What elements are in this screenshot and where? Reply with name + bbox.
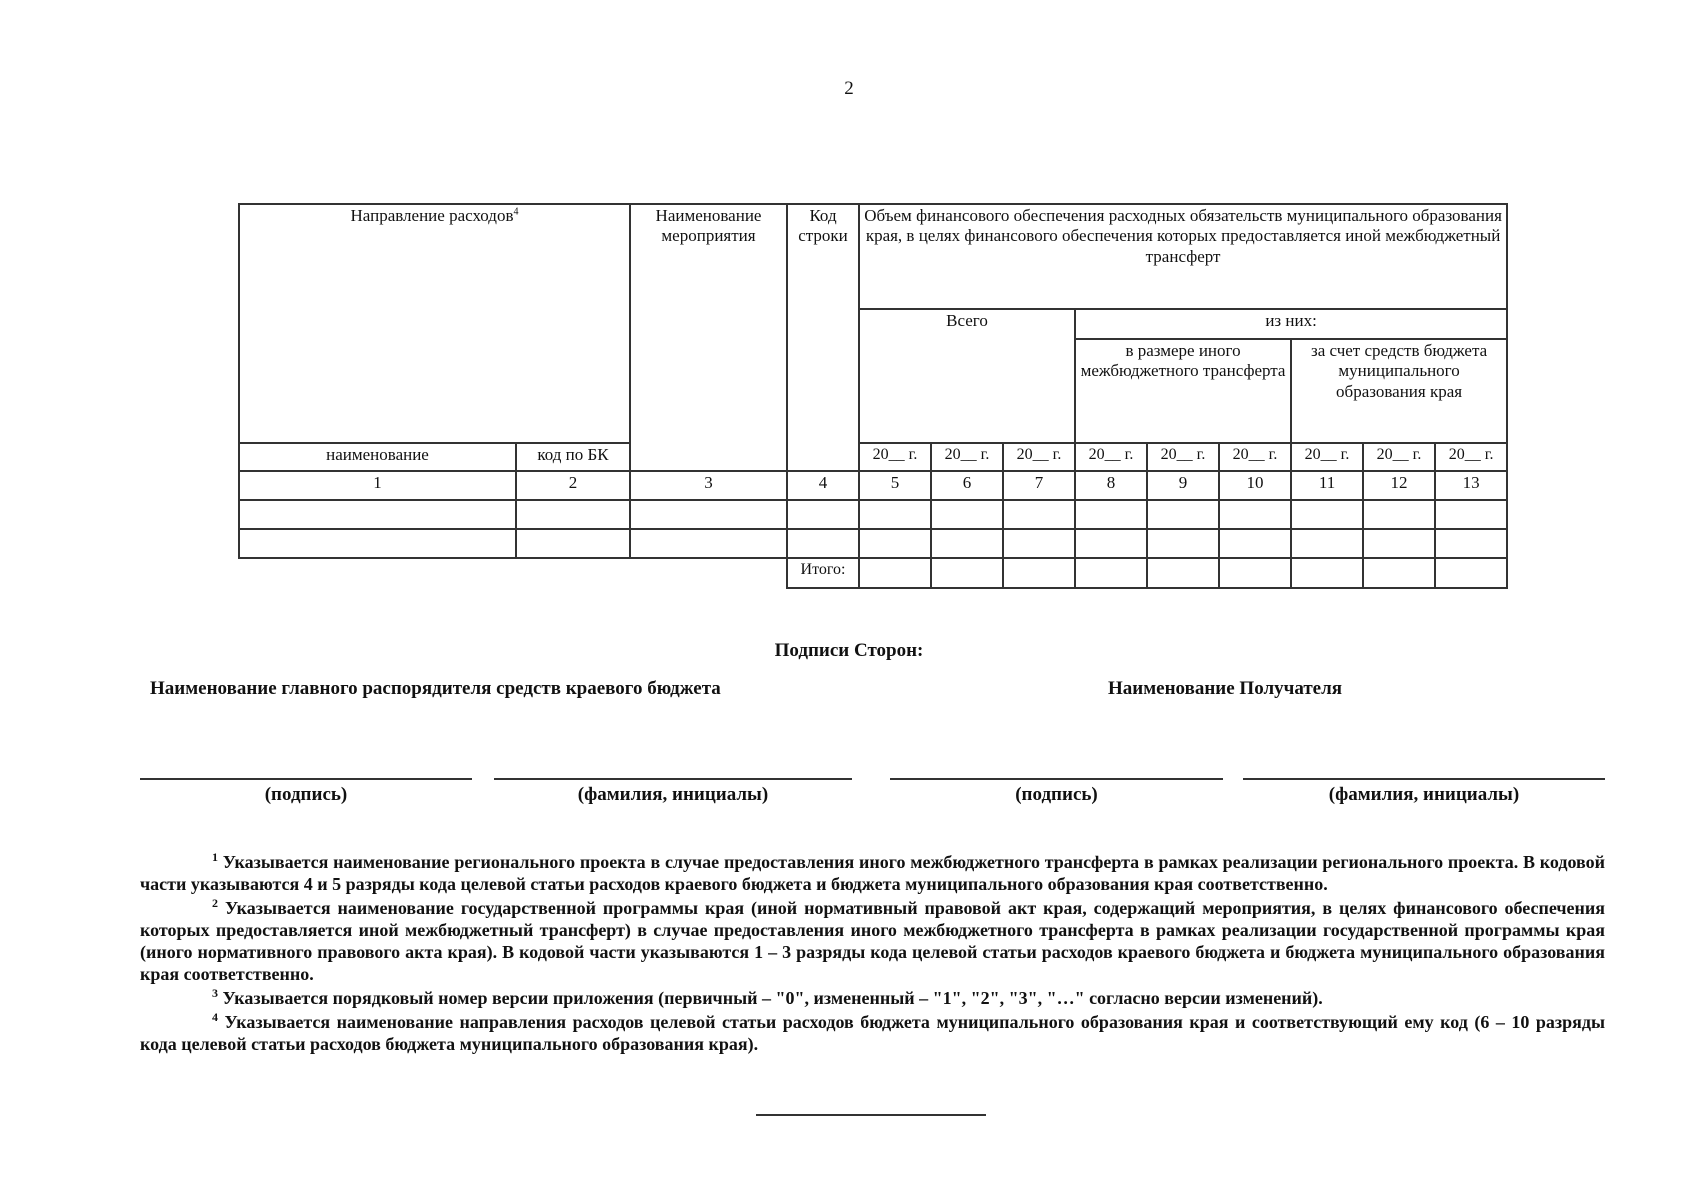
page-number: 2 <box>844 78 854 99</box>
footnote: $^3$ Указывается порядковый номер версии приложения (первичный – "0", измененный – "1", "2", "3", "…" согласно версии изменений). <box>212 985 1323 1008</box>
col-number: 12 <box>1363 471 1435 500</box>
header-municipal: за счет средств бюджета муниципального образования края <box>1291 339 1507 443</box>
right-name-caption: (фамилия, инициалы) <box>1328 784 1520 805</box>
header-volume: Объем финансового обеспечения расходных обязательств муниципального образования края, в целях финансового обеспечения которых предоставляется иной межбюджетный трансферт <box>859 204 1507 309</box>
left-name-caption: (фамилия, инициалы) <box>577 784 769 805</box>
col-number: 1 <box>239 471 516 500</box>
header-event: Наименование мероприятия <box>630 204 787 471</box>
right-party-name: Наименование Получателя <box>1108 678 1343 699</box>
left-signature-line <box>140 778 472 780</box>
year-cell: 20__ г. <box>859 443 931 471</box>
footnote: $^4$ Указывается наименование направления расходов целевой статьи расходов бюджета муниципального образования края и соответствующий ему код (6 – 10 разряды кода целевой статьи расходов бюджета муниципального образования края). <box>140 1009 1606 1054</box>
col-number: 13 <box>1435 471 1507 500</box>
col-number: 5 <box>859 471 931 500</box>
right-signature-caption: (подпись) <box>1015 784 1098 805</box>
header-transfer: в размере иного межбюджетного трансферта <box>1075 339 1291 443</box>
header-name: наименование <box>239 443 516 471</box>
col-number: 9 <box>1147 471 1219 500</box>
col-number: 4 <box>787 471 859 500</box>
end-divider <box>756 1114 986 1116</box>
year-cell: 20__ г. <box>1003 443 1075 471</box>
left-name-line <box>494 778 852 780</box>
col-number: 8 <box>1075 471 1147 500</box>
total-label: Итого: <box>787 558 859 588</box>
col-number: 2 <box>516 471 630 500</box>
col-number: 10 <box>1219 471 1291 500</box>
left-party-name: Наименование главного распорядителя средств краевого бюджета <box>150 678 721 699</box>
right-signature-line <box>890 778 1223 780</box>
column-numbers-row <box>239 471 1507 500</box>
table-row <box>239 529 1507 558</box>
total-row <box>239 558 1507 588</box>
year-cell: 20__ г. <box>931 443 1003 471</box>
col-number: 6 <box>931 471 1003 500</box>
year-cell: 20__ г. <box>1363 443 1435 471</box>
year-cell: 20__ г. <box>1219 443 1291 471</box>
year-cell: 20__ г. <box>1435 443 1507 471</box>
header-total: Всего <box>859 309 1075 443</box>
footnote: $^2$ Указывается наименование государственной программы края (иной нормативный правовой акт края, содержащий мероприятия, в целях финансового обеспечения которых предоставляется иной межбюджетный трансферт) в случае предоставления иного межбюджетного трансферта в рамках реализации государственной программы края (иного нормативного правового акта края). В кодовой части указываются 1 – 3 разряды кода целевой статьи расходов краевого бюджета и бюджета муниципального образования края соответственно. <box>140 895 1605 984</box>
footnotes <box>140 850 1605 1056</box>
signatures-title: Подписи Сторон: <box>774 640 924 661</box>
col-number: 3 <box>630 471 787 500</box>
header-code: Код строки <box>787 204 859 471</box>
year-cell: 20__ г. <box>1147 443 1219 471</box>
header-direction: Направление расходов$^4$ <box>239 204 630 443</box>
right-name-line <box>1243 778 1605 780</box>
footnote: $^1$ Указывается наименование регионального проекта в случае предоставления иного межбюджетного трансферта в рамках реализации регионального проекта. В кодовой части указываются 4 и 5 разряды кода целевой статьи расходов краевого бюджета и бюджета муниципального образования края соответственно. <box>140 850 1606 894</box>
year-cell: 20__ г. <box>1075 443 1147 471</box>
table-row <box>239 500 1507 529</box>
financing-table <box>238 203 1508 589</box>
year-cell: 20__ г. <box>1291 443 1363 471</box>
col-number: 7 <box>1003 471 1075 500</box>
col-number: 11 <box>1291 471 1363 500</box>
left-signature-caption: (подпись) <box>264 784 348 805</box>
header-of-them: из них: <box>1075 309 1507 339</box>
header-bk-code: код по БК <box>516 443 630 471</box>
